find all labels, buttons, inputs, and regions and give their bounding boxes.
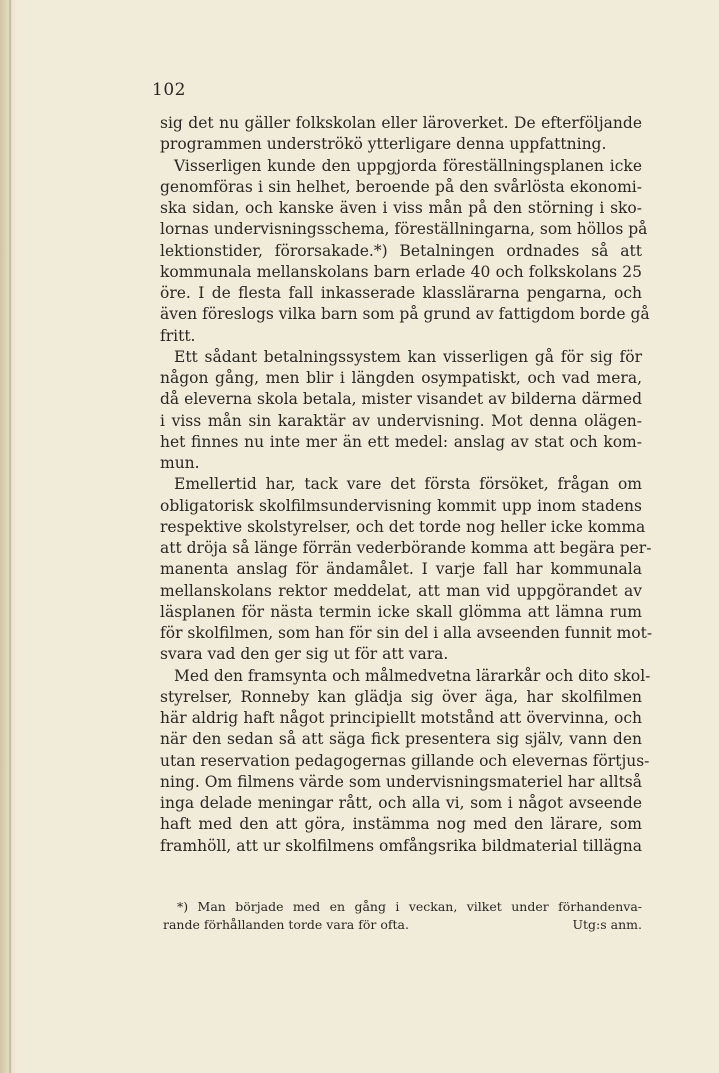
text-line: obligatorisk skolfilmsundervisning kommit upp inom stadens [160, 496, 642, 515]
text-line: ning. Om filmens värde som undervisningsmateriel har alltså [160, 772, 642, 791]
text-line: Ett sådant betalningssystem kan visserligen gå för sig för [174, 347, 642, 366]
text-line: respektive skolstyrelser, och det torde nog heller icke komma [160, 517, 646, 536]
text-line: het finnes nu inte mer än ett medel: anslag av stat och kom- [160, 432, 642, 451]
text-line: när den sedan så att säga fick presentera sig själv, vann den [160, 730, 642, 749]
footnote-line: *) Man började med en gång i veckan, vilket under förhandenva- [177, 899, 642, 914]
text-line: utan reservation pedagogernas gillande och elevernas förtjus- [160, 751, 650, 770]
text-line: Visserligen kunde den uppgjorda föreställningsplanen icke [174, 156, 642, 175]
text-line: läsplanen för nästa termin icke skall glömma att lämna rum [160, 602, 642, 621]
text-line: mellanskolans rektor meddelat, att man vid uppgörandet av [160, 581, 642, 600]
footnote-line: rande förhållanden torde vara för ofta. [163, 917, 409, 932]
text-line: inga delade meningar rått, och alla vi, som i något avseende [160, 794, 642, 812]
text-line: mun. [160, 454, 200, 472]
text-line: ska sidan, och kanske även i viss mån på den störning i sko- [160, 199, 642, 217]
text-line: fritt. [160, 326, 196, 345]
text-line: kommunala mellanskolans barn erlade 40 och folkskolans 25 [160, 262, 642, 281]
footnote-signature: Utg:s anm. [572, 917, 642, 932]
text-line: då eleverna skola betala, mister visandet av bilderna därmed [160, 390, 642, 409]
page-edge-line [9, 0, 11, 1073]
text-line: här aldrig haft något principiellt motstånd att övervinna, och [160, 709, 642, 727]
body-text [160, 113, 653, 857]
text-line: sig det nu gäller folkskolan eller läroverket. De efterföljande [160, 114, 642, 132]
text-line: lektionstider, förorsakade.*) Betalningen ordnades så att [160, 241, 642, 260]
text-line: framhöll, att ur skolfilmens omfångsrika bildmaterial tillägna [160, 836, 642, 855]
text-line: att dröja så länge förrän vederbörande komma att begära per- [160, 539, 652, 557]
text-line: genomföras i sin helhet, beroende på den svårlösta ekonomi- [160, 177, 642, 196]
text-line: öre. I de flesta fall inkasserade klasslärarna pengarna, och [160, 284, 642, 302]
text-line: Emellertid har, tack vare det första försöket, frågan om [174, 475, 642, 494]
text-line: styrelser, Ronneby kan glädja sig över äga, har skolfilmen [160, 687, 642, 706]
text-line: i viss mån sin karaktär av undervisning. Mot denna olägen- [160, 411, 642, 430]
page-edge-shadow [0, 0, 16, 1073]
text-line: manenta anslag för ändamålet. I varje fall har kommunala [160, 560, 642, 579]
text-line: även föreslogs vilka barn som på grund av fattigdom borde gå [160, 305, 650, 324]
text-line: lornas undervisningsschema, föreställningarna, som höllos på [160, 220, 648, 239]
footnote [163, 898, 642, 934]
text-line: för skolfilmen, som han för sin del i alla avseenden funnit mot- [160, 624, 653, 642]
text-line: svara vad den ger sig ut för att vara. [160, 645, 449, 664]
footnote-last-row [163, 916, 642, 934]
page-number: 102 [152, 80, 186, 100]
text-line: Med den framsynta och målmedvetna lärarkår och dito skol- [174, 666, 651, 685]
text-line: haft med den att göra, instämma nog med den lärare, som [160, 815, 642, 834]
text-line: någon gång, men blir i längden osympatiskt, och vad mera, [160, 369, 642, 387]
text-line: programmen underströkö ytterligare denna uppfattning. [160, 135, 607, 154]
